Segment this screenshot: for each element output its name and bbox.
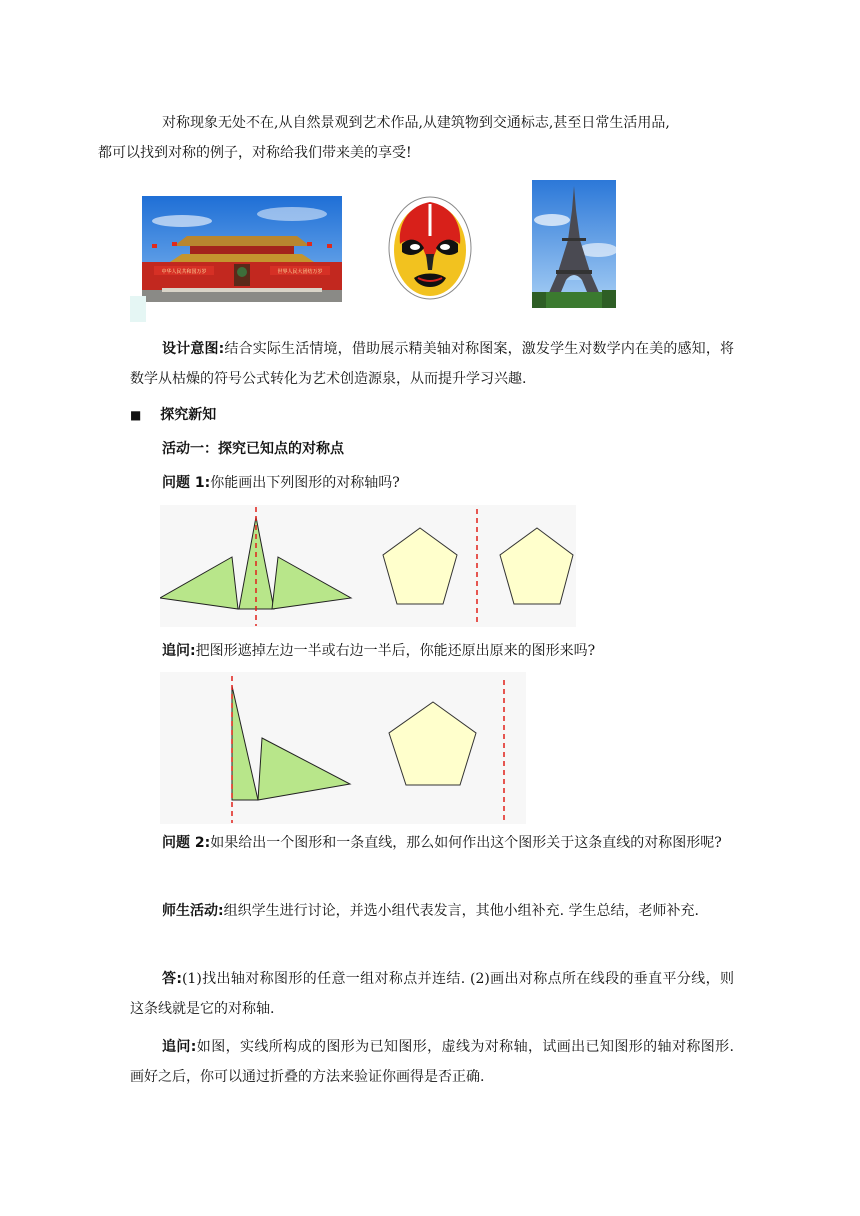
followup-1-text: 把图形遮掉左边一半或右边一半后，你能还原出原来的图形来吗? [195,643,596,659]
figure-symmetry-axes [160,505,576,627]
tiananmen-photo [142,196,342,302]
question-2-text: 如果给出一个图形和一条直线，那么如何作出这个图形关于这条直线的对称图形呢? [210,835,722,851]
answer-paragraph [130,964,734,1024]
photo-corner-mark [130,296,146,322]
question-1 [162,468,400,498]
followup-1-label: 追问: [162,643,196,659]
section-heading [130,400,216,430]
activity-one-title: 活动一：探究已知点的对称点 [162,441,344,457]
section-title: 探究新知 [160,407,217,423]
teacher-student-label: 师生活动: [162,903,224,919]
question-2-label: 问题 2: [162,835,211,851]
design-intent-paragraph [130,334,734,394]
followup-2-label: 追问: [162,1039,197,1055]
right-triangle [272,557,351,609]
half-triangle [258,738,350,800]
question-1-text: 你能画出下列图形的对称轴吗? [210,475,400,491]
answer-text: (1)找出轴对称图形的任意一组对称点并连结. (2)画出对称点所在线段的垂直平分线，则这条线就是它的对称轴. [130,971,734,1017]
intro-line-1: 对称现象无处不在,从自然景观到艺术作品,从建筑物到交通标志,甚至日常生活用品, [162,115,670,131]
intro-line-2: 都可以找到对称的例子，对称给我们带来美的享受! [98,145,412,161]
opera-mask-image [388,196,472,300]
figure-half-shapes [160,672,584,824]
followup-2 [130,1032,734,1092]
answer-label: 答: [162,971,182,987]
eiffel-tower-photo [532,180,616,308]
design-intent-text: 结合实际生活情境，借助展示精美轴对称图案，激发学生对数学内在美的感知，将数学从枯燥的符号公式转化为艺术创造源泉，从而提升学习兴趣. [130,341,734,387]
banner-right: 世界人民大团结万岁 [277,269,323,275]
half-spike [232,686,258,800]
teacher-student-activity [130,896,734,926]
pentagon-right [500,528,573,604]
followup-2-text: 如图，实线所构成的图形为已知图形，虚线为对称轴，试画出已知图形的轴对称图形. 画好之后，你可以通过折叠的方法来验证你画得是否正确. [130,1039,734,1085]
intro-paragraph [98,108,734,168]
question-1-label: 问题 1: [162,475,211,491]
section-bullet: ■ [130,408,142,422]
pentagon-left [383,528,457,604]
question-2 [130,828,734,858]
design-intent-label: 设计意图: [162,341,225,357]
banner-left: 中华人民共和国万岁 [161,269,207,275]
left-triangle [160,557,238,609]
teacher-student-text: 组织学生进行讨论，并选小组代表发言，其他小组补充. 学生总结，老师补充. [223,903,699,919]
followup-1 [162,636,595,666]
half-pentagon [389,702,476,785]
